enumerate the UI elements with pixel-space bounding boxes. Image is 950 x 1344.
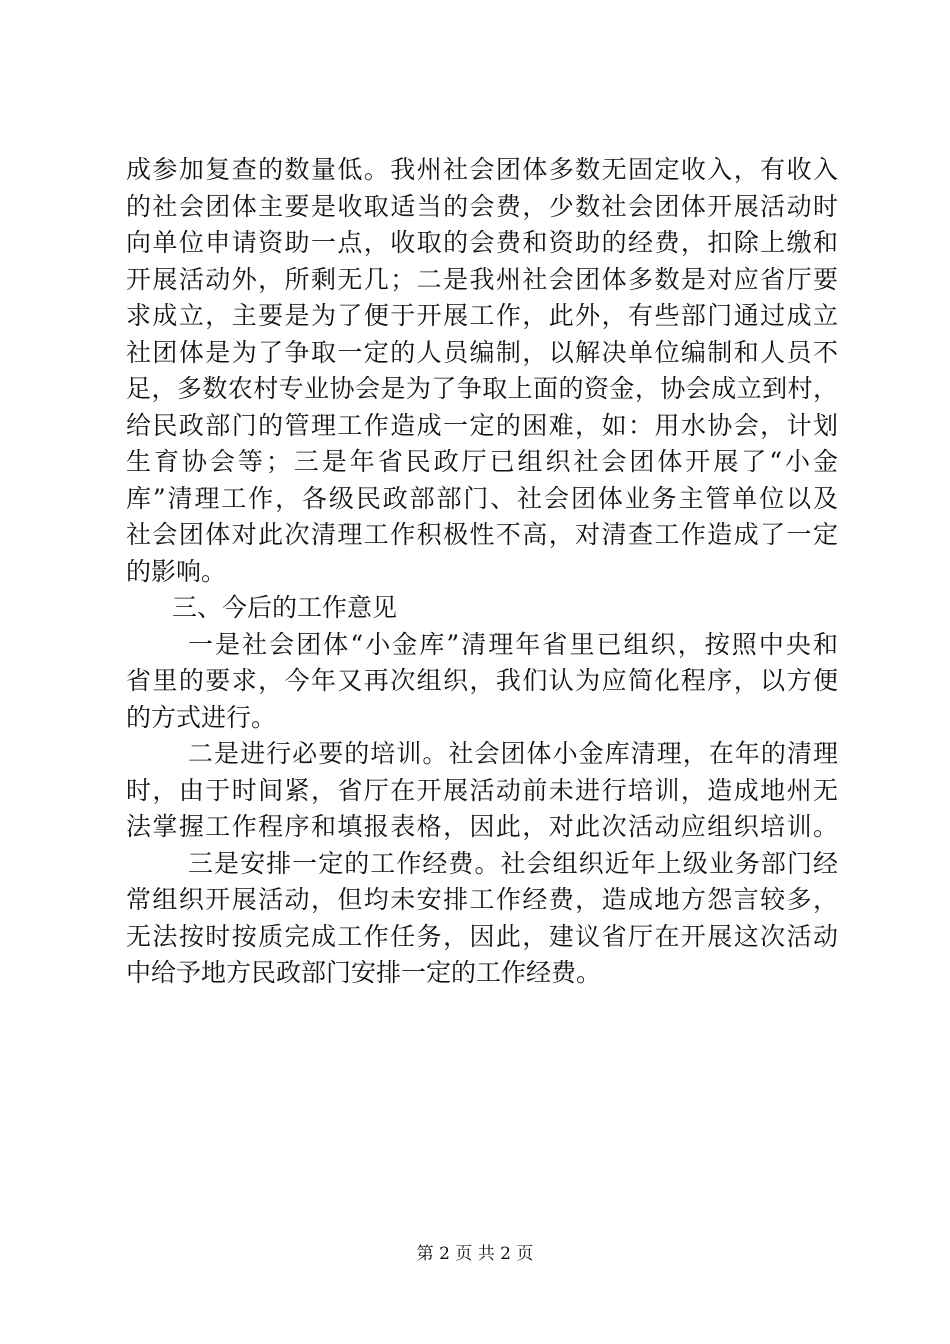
text-line: 时，由于时间紧，省厅在开展活动前未进行培训，造成地州无 bbox=[126, 775, 838, 805]
text-line: 三是安排一定的工作经费。社会组织近年上级业务部门经 bbox=[188, 848, 838, 878]
text-line: 成参加复查的数量低。我州社会团体多数无固定收入，有收入 bbox=[126, 155, 838, 184]
document-body bbox=[126, 152, 838, 992]
text-line: 求成立，主要是为了便于开展工作，此外，有些部门通过成立 bbox=[126, 301, 838, 330]
text-line: 足，多数农村专业协会是为了争取上面的资金，协会成立到村， bbox=[126, 374, 838, 403]
text-line: 的社会团体主要是收取适当的会费，少数社会团体开展活动时 bbox=[126, 191, 838, 221]
text-line: 社团体是为了争取一定的人员编制，以解决单位编制和人员不 bbox=[126, 337, 838, 367]
text-line: 省里的要求，今年又再次组织，我们认为应简化程序，以方便 bbox=[126, 666, 838, 695]
text-line: 库”清理工作，各级民政部部门、社会团体业务主管单位以及 bbox=[126, 483, 838, 513]
text-line: 中给予地方民政部门安排一定的工作经费。 bbox=[126, 958, 602, 987]
text-line: 社会团体对此次清理工作积极性不高，对清查工作造成了一定 bbox=[126, 520, 838, 549]
page-footer: 第 2 页 共 2 页 bbox=[416, 1244, 534, 1264]
text-line: 三、今后的工作意见 bbox=[172, 593, 398, 622]
text-line: 的方式进行。 bbox=[126, 702, 277, 732]
text-line: 开展活动外，所剩无几；二是我州社会团体多数是对应省厅要 bbox=[126, 264, 838, 294]
text-line: 给民政部门的管理工作造成一定的困难，如：用水协会，计划 bbox=[126, 410, 838, 440]
text-line: 法掌握工作程序和填报表格，因此，对此次活动应组织培训。 bbox=[126, 812, 838, 841]
text-line: 常组织开展活动，但均未安排工作经费，造成地方怨言较多， bbox=[126, 885, 838, 914]
text-line: 无法按时按质完成工作任务，因此，建议省厅在开展这次活动 bbox=[126, 921, 838, 951]
text-line: 二是进行必要的培训。社会团体小金库清理，在年的清理 bbox=[188, 739, 838, 768]
text-line: 生育协会等；三是年省民政厅已组织社会团体开展了“小金 bbox=[126, 447, 838, 476]
text-line: 向单位申请资助一点，收取的会费和资助的经费，扣除上缴和 bbox=[126, 228, 838, 257]
text-line: 的影响。 bbox=[126, 556, 227, 586]
text-line: 一是社会团体“小金库”清理年省里已组织，按照中央和 bbox=[188, 629, 838, 659]
